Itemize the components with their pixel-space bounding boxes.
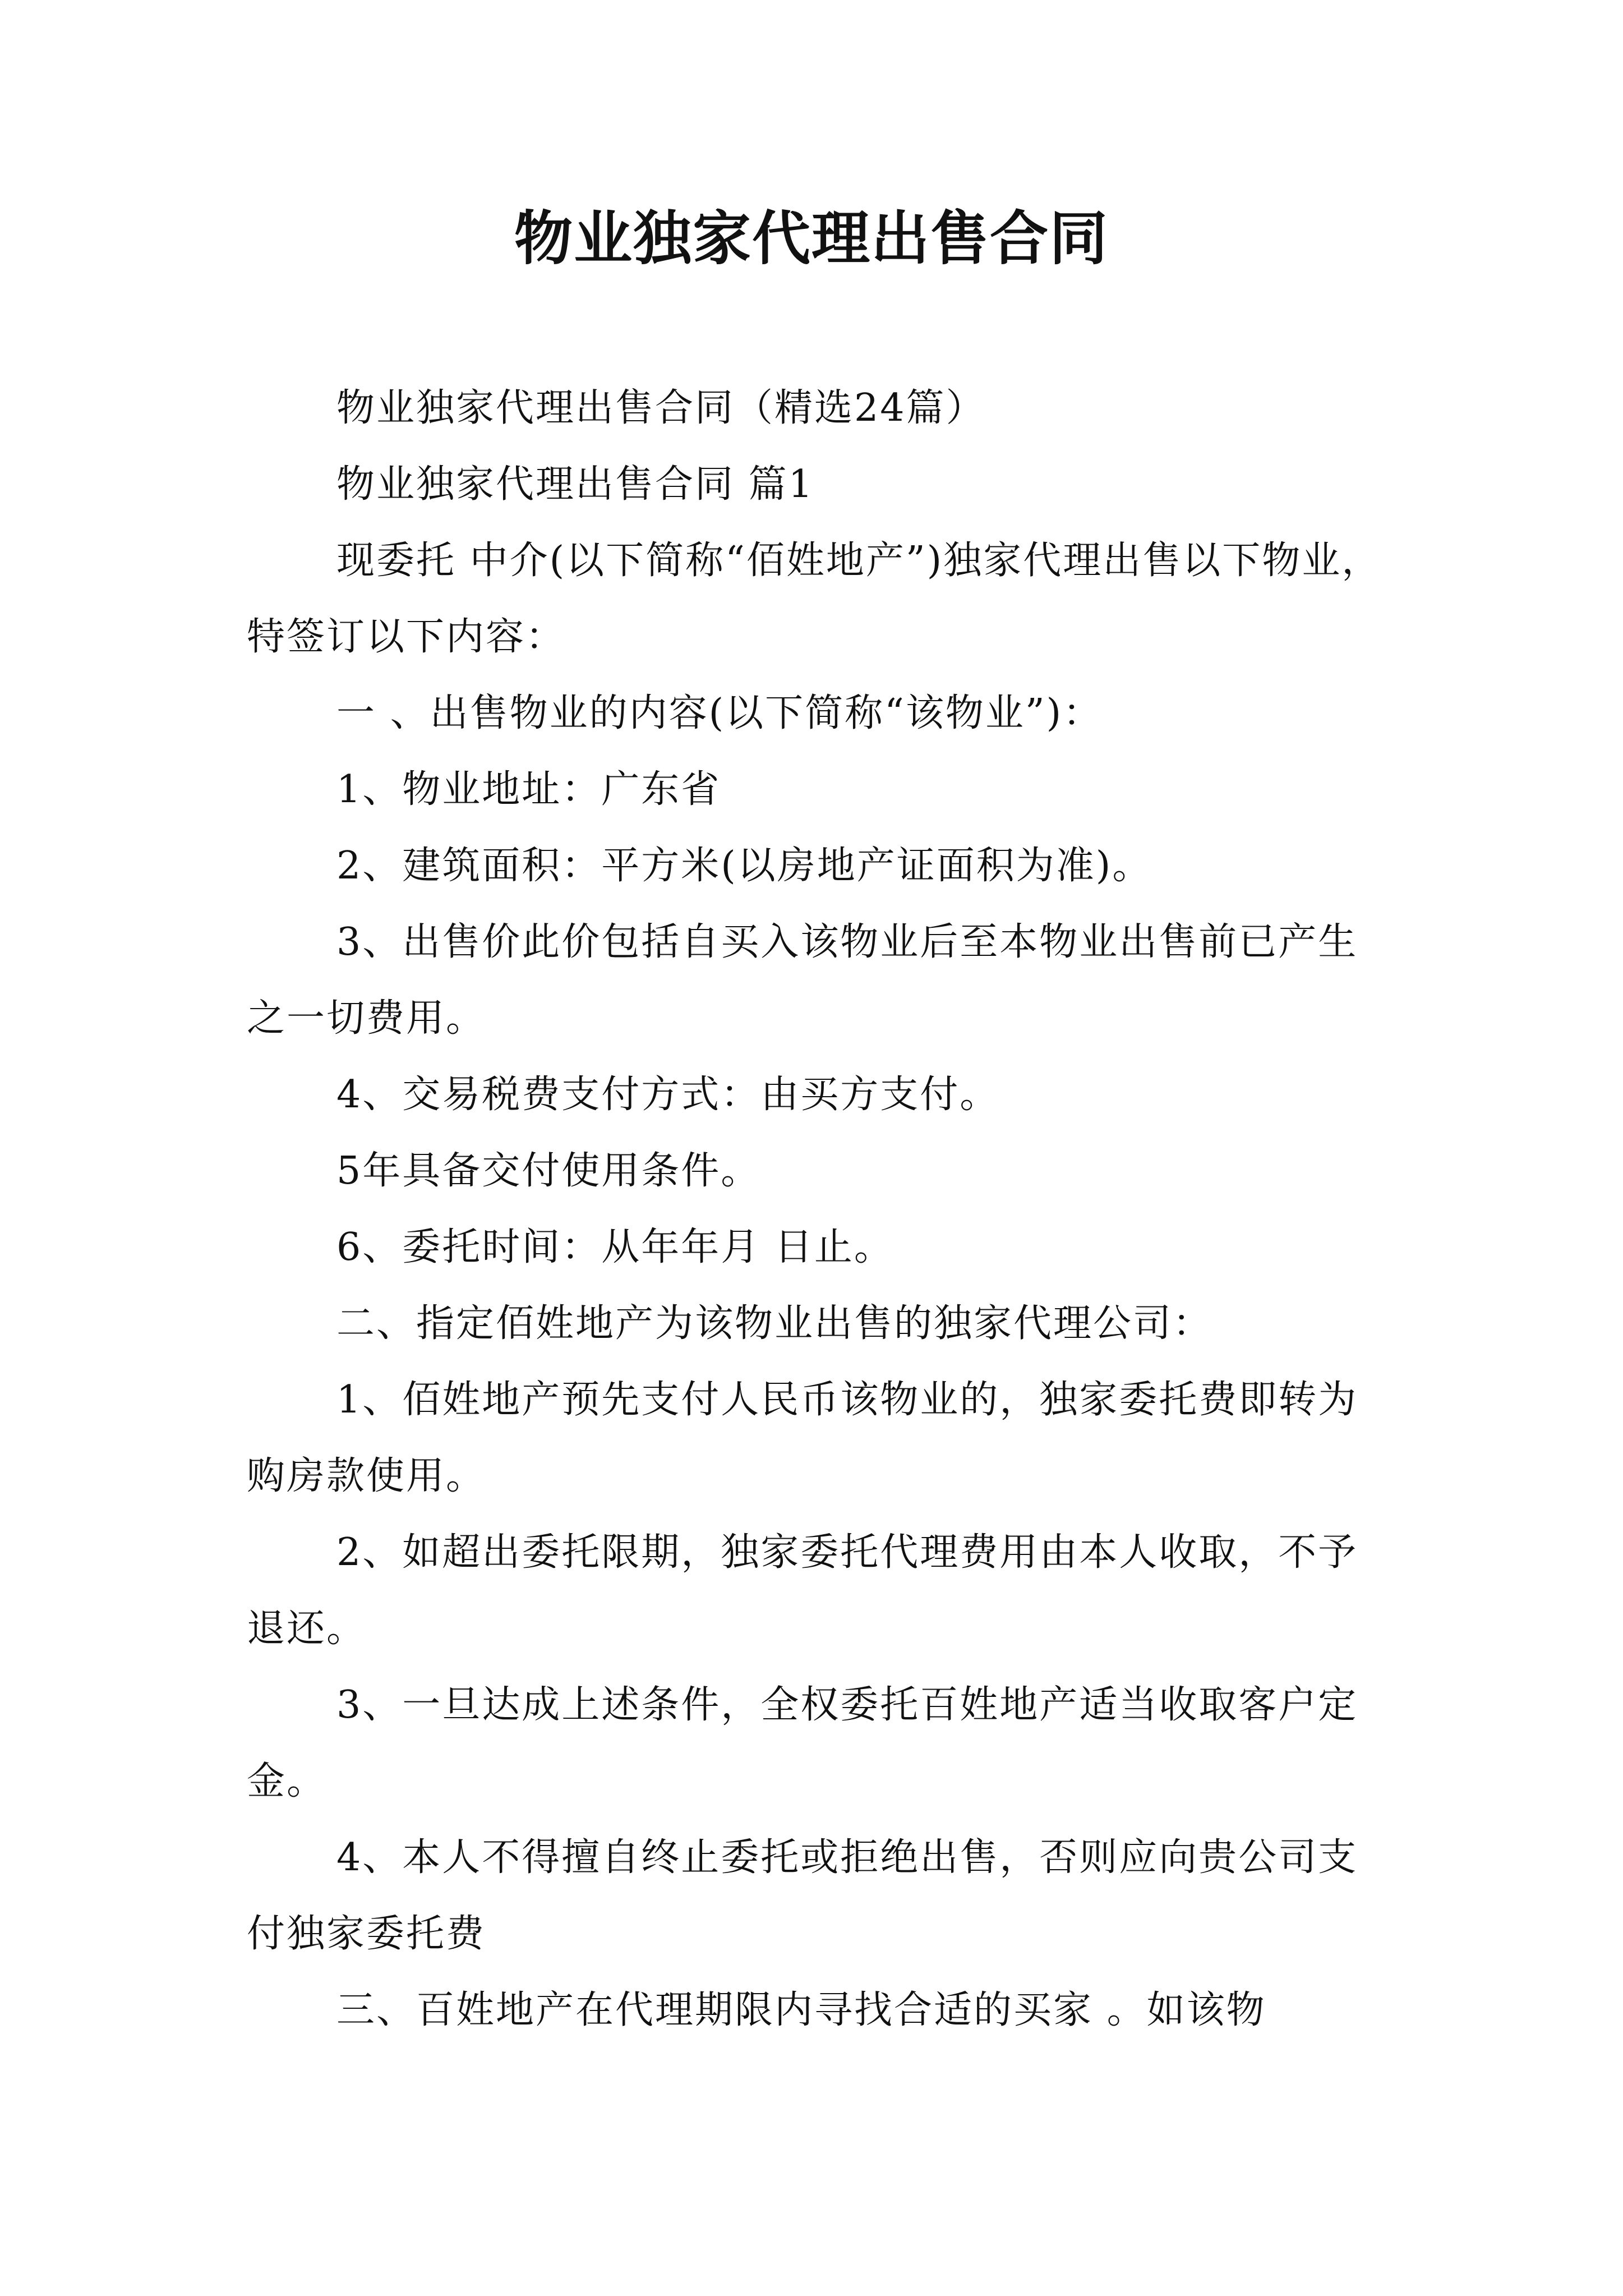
paragraph-clause-1: 一 、出售物业的内容(以下简称“该物业”)：	[336, 691, 1103, 735]
document-body	[247, 370, 1391, 2049]
paragraph-item: 2、建筑面积：平方米(以房地产证面积为准)。	[336, 844, 1152, 888]
paragraph-item: 2、如超出委托限期，独家委托代理费用由本人收取，不予退还。	[247, 1530, 1358, 1651]
paragraph-item: 1、物业地址：广东省	[336, 767, 721, 812]
paragraph-section-heading: 物业独家代理出售合同 篇1	[336, 462, 814, 507]
paragraph-subtitle: 物业独家代理出售合同（精选24篇）	[336, 386, 986, 430]
paragraph-item: 1、佰姓地产预先支付人民币该物业的，独家委托费即转为购房款使用。	[247, 1378, 1358, 1498]
document-title: 物业独家代理出售合同	[514, 204, 1109, 273]
paragraph-clause-3: 三、百姓地产在代理期限内寻找合适的买家 。如该物	[336, 1988, 1266, 2032]
paragraph-item: 6、委托时间：从年年月 日止。	[336, 1225, 894, 1269]
paragraph-item: 4、交易税费支付方式：由买方支付。	[336, 1073, 1000, 1117]
paragraph-clause-2: 二、指定佰姓地产为该物业出售的独家代理公司：	[336, 1301, 1213, 1346]
paragraph-item: 5年具备交付使用条件。	[336, 1149, 761, 1193]
paragraph-intro: 现委托 中介(以下简称“佰姓地产”)独家代理出售以下物业，特签订以下内容：	[247, 539, 1382, 659]
paragraph-item: 3、出售价此价包括自买入该物业后至本物业出售前已产生之一切费用。	[247, 920, 1358, 1041]
paragraph-item: 3、一旦达成上述条件，全权委托百姓地产适当收取客户定金。	[247, 1683, 1358, 1803]
paragraph-item: 4、本人不得擅自终止委托或拒绝出售，否则应向贵公司支付独家委托费	[247, 1835, 1358, 1956]
